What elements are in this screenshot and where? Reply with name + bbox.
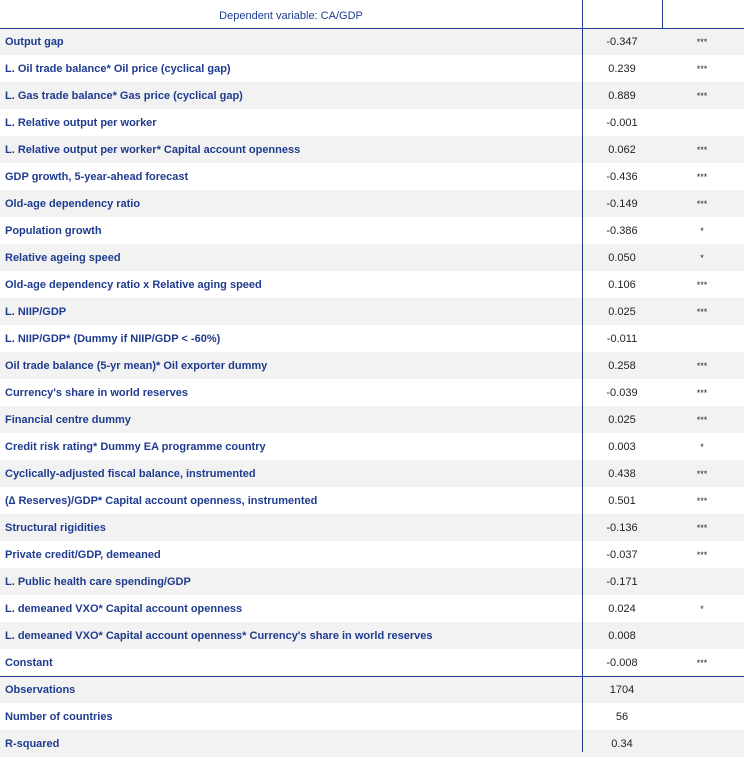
row-significance: *** — [696, 360, 708, 371]
row-value: 0.258 — [608, 359, 636, 372]
row-value: 0.889 — [608, 89, 636, 102]
table-row — [0, 217, 744, 244]
statistics-rows — [0, 676, 744, 757]
row-label: L. Public health care spending/GDP — [5, 575, 191, 588]
row-value: -0.171 — [606, 575, 638, 588]
row-label: Relative ageing speed — [5, 251, 121, 264]
table-row — [0, 676, 744, 703]
table-row — [0, 406, 744, 433]
table-row — [0, 28, 744, 55]
row-value: -0.037 — [606, 548, 638, 561]
row-value: 56 — [615, 710, 629, 723]
row-significance: *** — [696, 63, 708, 74]
table-row — [0, 649, 744, 676]
table-row — [0, 568, 744, 595]
row-value: -0.436 — [606, 170, 638, 183]
row-label: Constant — [5, 656, 53, 669]
table-row — [0, 352, 744, 379]
table-row — [0, 541, 744, 568]
row-significance: *** — [696, 279, 708, 290]
row-label: Old-age dependency ratio x Relative aging speed — [5, 278, 262, 291]
dependent-variable-label: Dependent variable: CA/GDP — [219, 10, 363, 22]
row-label: Structural rigidities — [5, 521, 106, 534]
row-label: Financial centre dummy — [5, 413, 131, 426]
row-value: 1704 — [609, 683, 635, 696]
row-label: L. demeaned VXO* Capital account openness* Currency's share in world reserves — [5, 629, 433, 642]
column-divider-1 — [582, 0, 583, 752]
table-row — [0, 487, 744, 514]
row-significance: * — [700, 225, 704, 236]
row-value: 0.501 — [608, 494, 636, 507]
row-label: L. Oil trade balance* Oil price (cyclical gap) — [5, 62, 231, 75]
table-row — [0, 190, 744, 217]
row-significance: * — [700, 252, 704, 263]
row-label: (∆ Reserves)/GDP* Capital account openness, instrumented — [5, 494, 318, 507]
row-label: L. NIIP/GDP* (Dummy if NIIP/GDP < -60%) — [5, 332, 221, 345]
row-label: Credit risk rating* Dummy EA programme country — [5, 440, 266, 453]
row-significance: *** — [696, 387, 708, 398]
table-row — [0, 325, 744, 352]
statistics-rule — [0, 676, 744, 677]
row-value: -0.136 — [606, 521, 638, 534]
row-significance: *** — [696, 414, 708, 425]
row-label: L. Relative output per worker — [5, 116, 157, 129]
row-value: 0.106 — [608, 278, 636, 291]
coefficient-rows — [0, 28, 744, 676]
header-col-significance — [662, 0, 744, 28]
row-label: L. demeaned VXO* Capital account openness — [5, 602, 243, 615]
row-significance: *** — [696, 36, 708, 47]
table-row — [0, 271, 744, 298]
row-significance: * — [700, 603, 704, 614]
table-row — [0, 379, 744, 406]
row-significance: *** — [696, 495, 708, 506]
row-value: 0.025 — [608, 305, 636, 318]
row-value: 0.438 — [608, 467, 636, 480]
table-row — [0, 136, 744, 163]
row-significance: *** — [696, 657, 708, 668]
table-row — [0, 433, 744, 460]
table-row — [0, 163, 744, 190]
row-label: GDP growth, 5-year-ahead forecast — [5, 170, 189, 183]
table-row — [0, 703, 744, 730]
table-row — [0, 622, 744, 649]
table-row — [0, 55, 744, 82]
row-value: 0.008 — [608, 629, 636, 642]
table-header — [0, 0, 744, 28]
row-value: -0.039 — [606, 386, 638, 399]
row-significance: *** — [696, 549, 708, 560]
row-label: L. Relative output per worker* Capital account openness — [5, 143, 301, 156]
row-value: -0.347 — [606, 35, 638, 48]
table-row — [0, 730, 744, 757]
row-value: -0.011 — [606, 332, 638, 345]
row-label: L. Gas trade balance* Gas price (cyclical gap) — [5, 89, 243, 102]
row-label: R-squared — [5, 737, 60, 750]
row-label: Old-age dependency ratio — [5, 197, 141, 210]
header-rule — [0, 28, 744, 29]
row-value: 0.050 — [608, 251, 636, 264]
row-label: L. NIIP/GDP — [5, 305, 67, 318]
row-label: Cyclically-adjusted fiscal balance, instrumented — [5, 467, 256, 480]
row-value: 0.024 — [608, 602, 636, 615]
row-value: -0.001 — [606, 116, 638, 129]
row-significance: *** — [696, 171, 708, 182]
row-value: 0.062 — [608, 143, 636, 156]
row-value: 0.34 — [611, 737, 633, 750]
table-row — [0, 244, 744, 271]
row-value: 0.003 — [608, 440, 636, 453]
column-divider-2 — [662, 0, 663, 28]
row-label: Private credit/GDP, demeaned — [5, 548, 161, 561]
table-row — [0, 595, 744, 622]
row-value: -0.008 — [606, 656, 638, 669]
row-label: Currency's share in world reserves — [5, 386, 188, 399]
table-row — [0, 460, 744, 487]
table-row — [0, 298, 744, 325]
row-label: Oil trade balance (5-yr mean)* Oil exporter dummy — [5, 359, 268, 372]
row-value: 0.239 — [608, 62, 636, 75]
row-significance: *** — [696, 468, 708, 479]
row-label: Population growth — [5, 224, 102, 237]
row-value: -0.386 — [606, 224, 638, 237]
table-row — [0, 514, 744, 541]
row-significance: *** — [696, 306, 708, 317]
row-significance: *** — [696, 522, 708, 533]
row-value: 0.025 — [608, 413, 636, 426]
row-significance: * — [700, 441, 704, 452]
row-significance: *** — [696, 198, 708, 209]
row-label: Output gap — [5, 35, 64, 48]
row-significance: *** — [696, 90, 708, 101]
table-row — [0, 109, 744, 136]
table-row — [0, 82, 744, 109]
header-col-coefficient — [582, 0, 662, 28]
row-value: -0.149 — [606, 197, 638, 210]
row-label: Number of countries — [5, 710, 113, 723]
row-significance: *** — [696, 144, 708, 155]
row-label: Observations — [5, 683, 76, 696]
